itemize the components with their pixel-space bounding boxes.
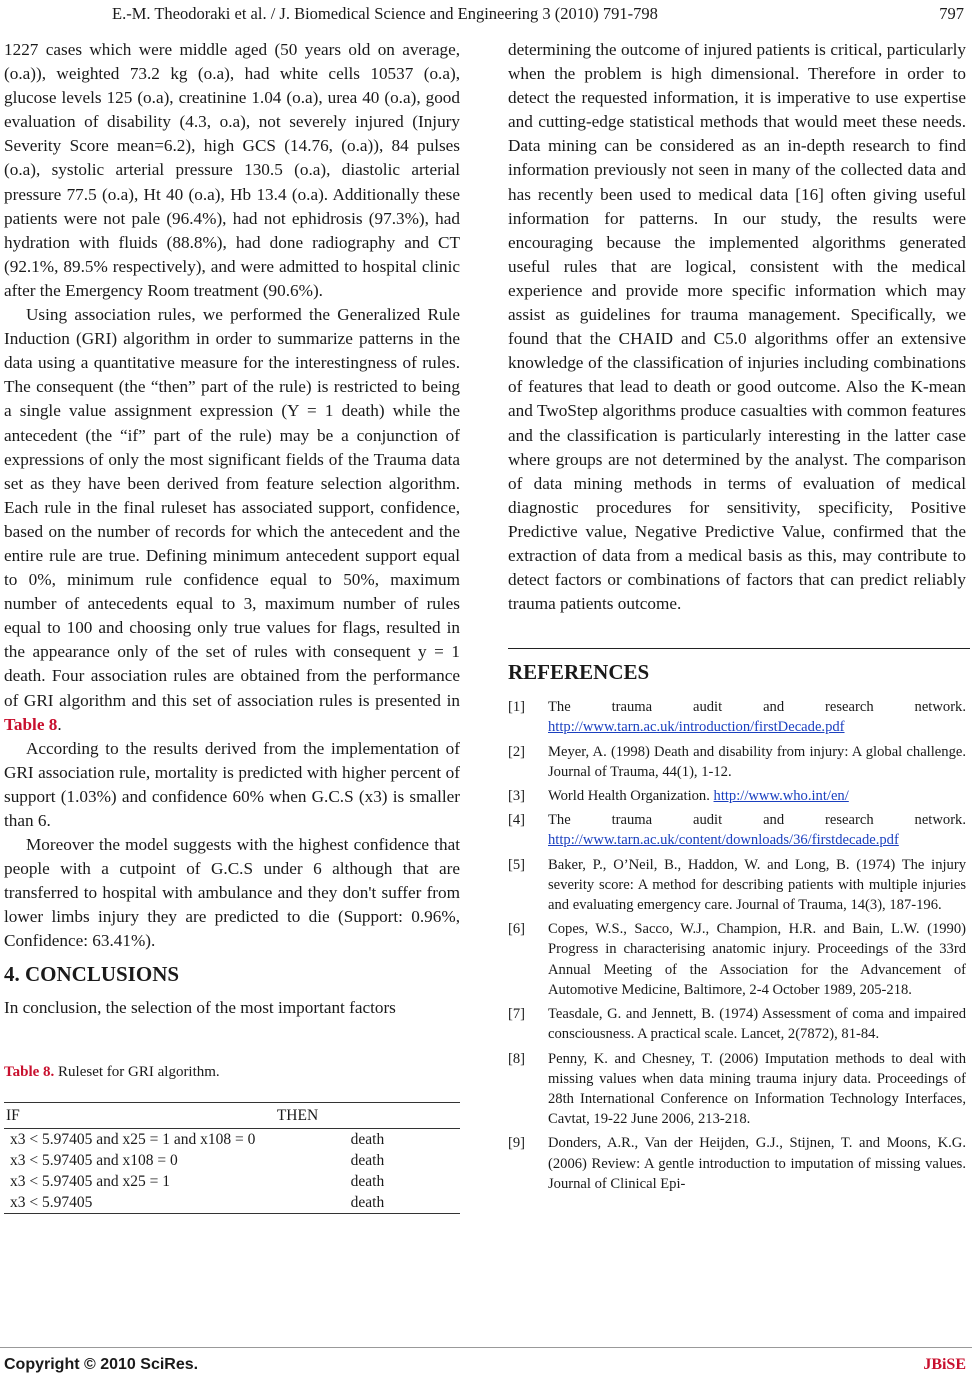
reference-list: [508, 697, 966, 1194]
section-divider: [508, 648, 970, 649]
ruleset-table: [4, 1102, 460, 1214]
paragraph: 1227 cases which were middle aged (50 years old on average, (o.a)), weighted 73.2 kg (o.a), had white cells 10537 (o.a), glucose levels 125 (o.a), creatinine 1.04 (o.a), urea 40 (o.a), good evaluation of disability (4.3, o.a), not severely injured (Injury Severity Score mean=6.2), high GCS (14.76, (o.a)), 84 pulses (o.a), systolic arterial pressure 130.5 (o.a), diastolic arterial pressure 77.5 (o.a), Ht 40 (o.a), Hb 13.4 (o.a). Additionally these patients were not pale (96.4%), had not ephidrosis (97.3%), had hydration with fluids (88.8%), had done radiography and CT (92.1%, 89.5% respectively), and were admitted to hospital clinic after the Emergency Room treatment (90.6%).: [4, 40, 460, 300]
table-reference-link[interactable]: Table 8: [4, 714, 58, 734]
reference-citation: Copes, W.S., Sacco, W.J., Champion, H.R. and Bain, L.W. (1990) Progress in characterising anatomic injury. Proceedings of the 33rd Annual Meeting of the Association for the Advancement of Automotive Medicine, Baltimore, 2-4 October 1989, 205-218.: [548, 921, 966, 998]
reference-number: [2]: [508, 743, 526, 760]
section-heading: 4. CONCLUSIONS: [4, 961, 180, 986]
reference-item: [508, 855, 966, 916]
reference-number: [5]: [508, 856, 526, 873]
right-column: [508, 38, 966, 1198]
reference-number: [9]: [508, 1135, 526, 1152]
table-caption: [4, 1060, 460, 1084]
reference-item: [508, 742, 966, 782]
reference-citation: Donders, A.R., Van der Heijden, G.J., Stijnen, T. and Moons, K.G. (2006) Review: A gentle introduction to imputation of missing values. Journal of Clinical Epi-: [548, 1135, 966, 1192]
table-label: Table 8.: [4, 1063, 55, 1080]
journal-name: JBiSE: [923, 1356, 966, 1373]
rule-then: death: [350, 1172, 385, 1190]
page-number: 797: [939, 4, 964, 23]
reference-number: [4]: [508, 812, 526, 829]
rule-if: x3 < 5.97405 and x108 = 0: [10, 1151, 178, 1169]
table-row: [4, 1171, 460, 1192]
reference-citation: The trauma audit and research network.: [548, 812, 966, 829]
rule-then: death: [275, 1192, 460, 1214]
rule-if: x3 < 5.97405 and x25 = 1 and x108 = 0: [10, 1130, 256, 1148]
table-header-row: [4, 1102, 460, 1128]
copyright: Copyright © 2010 SciRes.: [4, 1356, 199, 1373]
header-if: IF: [4, 1102, 275, 1128]
rule-if: x3 < 5.97405 and x25 = 1: [10, 1172, 170, 1190]
footer-divider: [0, 1347, 972, 1348]
reference-number: [7]: [508, 1006, 526, 1023]
reference-text: [548, 1004, 966, 1044]
reference-number: [1]: [508, 699, 526, 716]
table-caption-text: Ruleset for GRI algorithm.: [54, 1063, 220, 1080]
reference-number: [3]: [508, 788, 526, 805]
header-then: THEN: [275, 1102, 460, 1128]
paragraph: In conclusion, the selection of the most important factors: [4, 997, 396, 1017]
reference-citation: Teasdale, G. and Jennett, B. (1974) Assessment of coma and impaired consciousness. A practical scale. Lancet, 2(7872), 81-84.: [548, 1006, 966, 1043]
table-row: [4, 1150, 460, 1171]
reference-text: [548, 1049, 966, 1130]
reference-text: [548, 1133, 966, 1194]
reference-text: [548, 742, 966, 782]
paragraph: According to the results derived from the implementation of GRI association rule, mortality is predicted with higher percent of support (1.03%) and confidence 60% when G.C.S (x3) is smaller than 6.: [4, 738, 460, 830]
reference-citation: Meyer, A. (1998) Death and disability from injury: A global challenge. Journal of Trauma, 44(1), 1-12.: [548, 743, 966, 780]
reference-text: [548, 855, 966, 916]
reference-item: [508, 919, 966, 1000]
reference-text: [548, 810, 966, 850]
table-row: [4, 1192, 460, 1214]
reference-item: [508, 697, 966, 737]
paragraph: determining the outcome of injured patients is critical, particularly when the problem is high dimensional. Therefore in order to detect the requested information, it is imperative to use expertise and cutting-edge statistical methods that would meet these needs. Data mining can be considered as an in-depth research to find information previously not seen in many of the collected data and has recently been used to medical data [16] often giving useful information for patterns. In our study, the results were encouraging because the implemented algorithms generated useful rules that are logical, consistent with the medical experience and provide more specific information which may assist as guidelines for trauma management. Specifically, we found that the CHAID and C5.0 algorithms offer an extensive knowledge of the classification of injuries including combinations of features that lead to death or good outcome. Also the K-mean and TwoStep algorithms produce casualties with common features and the classification is particularly interesting in the latter case where groups are not determined by the analyst. The comparison of data mining methods in terms of evaluation of medical diagnostic procedures for sensitivity, specificity, Positive Predictive value, Negative Predictive Value, confirmed that the extraction of data from a medical basis as this, may contribute to detect factors or combinations of factors that can predict reliably trauma patients outcome.: [508, 40, 966, 614]
reference-citation: Penny, K. and Chesney, T. (2006) Imputation methods to deal with missing values when data mining trauma injury data. Proceedings of 28th International Conference on Information Technology Interfaces, Cavtat, 19-22 June 2006, 213-218.: [548, 1050, 966, 1128]
reference-item: [508, 810, 966, 850]
reference-item: [508, 786, 966, 806]
reference-citation: Baker, P., O’Neil, B., Haddon, W. and Long, B. (1974) The injury severity score: A method for describing patients with multiple injuries and evaluating emergency care. Journal of Trauma, 14(3), 187-196.: [548, 856, 966, 914]
reference-text: [548, 697, 966, 737]
reference-item: [508, 1049, 966, 1130]
table-row: [4, 1128, 460, 1150]
reference-link[interactable]: http://www.who.int/en/: [713, 788, 849, 805]
paragraph: Moreover the model suggests with the highest confidence that people with a cutpoint of G.C.S under 6 although that are transferred to hospital with ambulance and they don't suffer from lower limbs injury they are predicted to die (Support: 0.96%, Confidence: 63.41%).: [4, 835, 460, 951]
references-heading: REFERENCES: [508, 660, 650, 685]
running-title: E.-M. Theodoraki et al. / J. Biomedical Science and Engineering 3 (2010) 791-798: [112, 4, 658, 23]
paragraph-text: Using association rules, we performed the Generalized Rule Induction (GRI) algorithm in order to summarize patterns in the data using a quantitative measure for the interestingness of rules. The consequent (the “then” part of the rule) is restricted to being a single value assignment expression (Y = 1 death) while the antecedent (the “if” part of the rule) may be a conjunction of expressions of only the most significant fields of the Trauma data set as they have been derived from feature selection algorithm. Each rule in the final ruleset has associated support, confidence, based on the number of records for which the antecedent and the entire rule are true. Defining minimum antecedent support equal to 0%, minimum rule confidence equal to 50%, maximum number of antecedents equal to 3, maximum number of rules equal to 100 and choosing only true values for flags, resulted in the appearance only of the set of rules with consequent y = 1 death. Four association rules are obtained from the performance of GRI algorithm and this set of association rules is presented in: [4, 305, 460, 710]
rule-then: death: [350, 1130, 385, 1148]
rule-then: death: [350, 1151, 385, 1169]
reference-text: [548, 786, 966, 806]
paragraph-text: .: [57, 714, 62, 734]
reference-item: [508, 1004, 966, 1044]
reference-citation: The trauma audit and research network.: [548, 699, 966, 716]
reference-link[interactable]: http://www.tarn.ac.uk/introduction/firstDecade.pdf: [548, 719, 845, 736]
left-column: [4, 38, 460, 1214]
reference-number: [6]: [508, 921, 526, 938]
reference-link[interactable]: http://www.tarn.ac.uk/content/downloads/36/firstdecade.pdf: [548, 832, 899, 849]
reference-number: [8]: [508, 1050, 526, 1067]
reference-text: [548, 919, 966, 1000]
reference-citation: World Health Organization.: [548, 788, 714, 805]
paragraph: [4, 303, 460, 737]
reference-item: [508, 1133, 966, 1194]
rule-if: x3 < 5.97405: [4, 1192, 275, 1214]
